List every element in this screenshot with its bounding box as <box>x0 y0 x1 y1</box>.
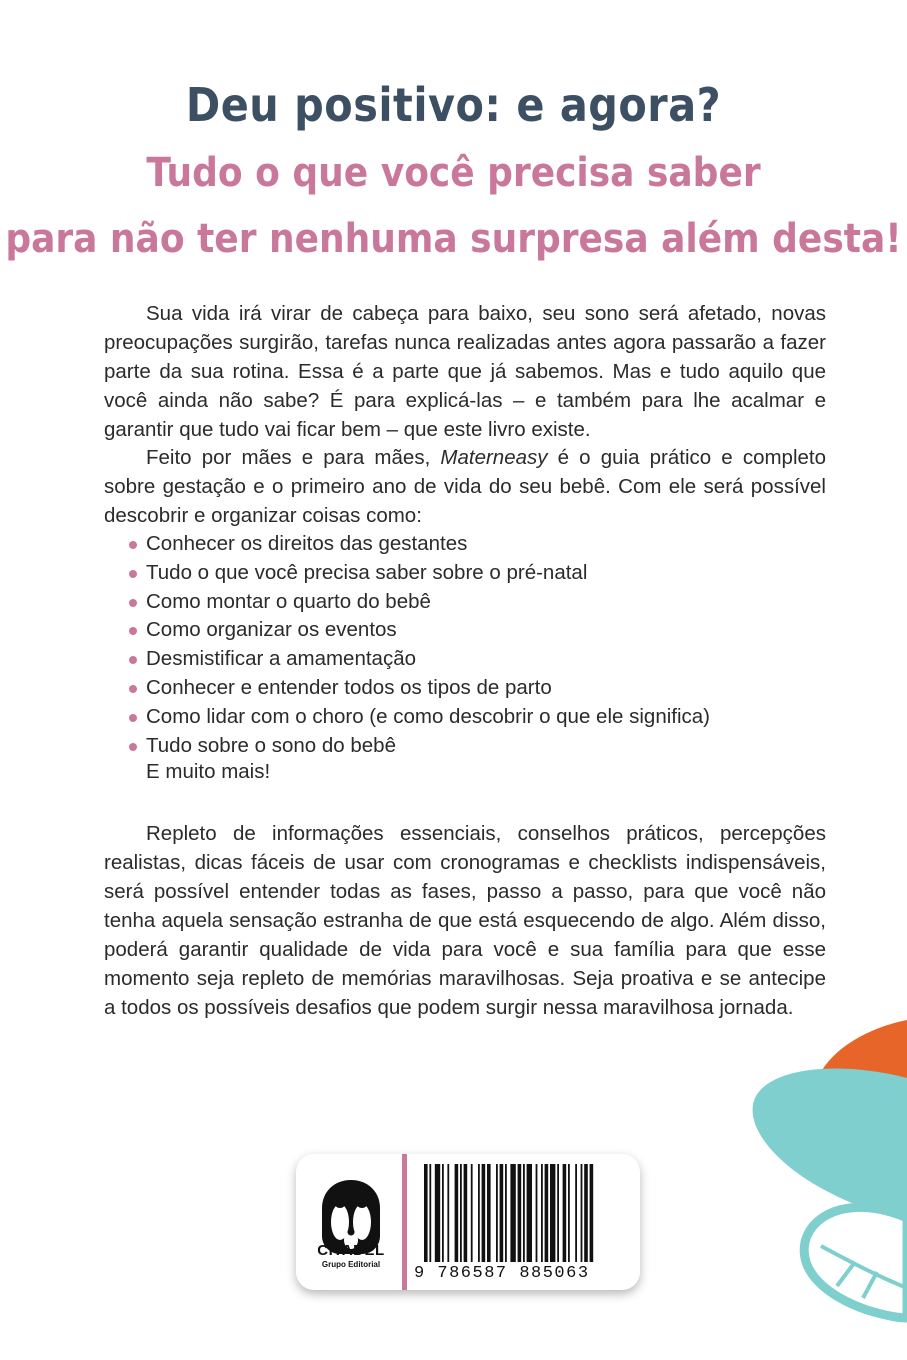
paragraph-text: Sua vida irá virar de cabeça para baixo, seu sono será afetado, novas preocupações surgirão, tarefas nunca realizadas antes agora passarão a fazer parte da sua rotina. Essa é a parte que já sabemos. Mas e tudo aquilo que você ainda não sabe? É para explicá-las – e também para lhe acalmar e garantir que tudo vai ficar bem – que este livro existe. <box>104 302 826 441</box>
list-item <box>104 703 826 732</box>
paragraph-lead: Feito por mães e para mães, <box>146 446 441 469</box>
list-item-text: Como lidar com o choro (e como descobrir o que ele significa) <box>146 704 711 728</box>
bullet-dot-icon <box>129 541 137 549</box>
list-item <box>104 674 826 703</box>
list-item <box>104 732 826 761</box>
list-item <box>104 530 826 559</box>
synopsis-paragraph-1 <box>104 299 826 444</box>
list-item <box>104 588 826 617</box>
synopsis-paragraph-2 <box>104 443 826 530</box>
list-item-text: Tudo o que você precisa saber sobre o pré-natal <box>146 560 588 584</box>
bullet-dot-icon <box>129 714 137 722</box>
paragraph-text: Repleto de informações essenciais, conselhos práticos, percepções realistas, dicas fáceis de usar com cronogramas e checklists indispensáveis, será possível entender todas as fases, passo a passo, para que você não tenha aquela sensação estranha de que está esquecendo de algo. Além disso, poderá garantir qualidade de vida para você e sua família para que esse momento seja repleto de memórias maravilhosas. Seja proativa e se antecipe a todos os possíveis desafios que podem surgir nessa maravilhosa jornada. <box>104 822 826 1019</box>
bullet-dot-icon <box>129 627 137 635</box>
list-item-text: Como montar o quarto do bebê <box>146 589 431 613</box>
list-item-text: Como organizar os eventos <box>146 618 397 642</box>
list-item <box>104 559 826 588</box>
barcode-card <box>296 1154 640 1290</box>
bullet-dot-icon <box>129 656 137 664</box>
bullet-dot-icon <box>129 685 137 693</box>
and-more-text: E muito mais! <box>146 760 271 783</box>
bullet-dot-icon <box>129 743 137 751</box>
teal-leaf-shape <box>753 1068 907 1218</box>
bullet-dot-icon <box>129 570 137 578</box>
barcode-icon <box>424 1164 628 1262</box>
paragraph-rest: é o guia prático e completo sobre gestação e o primeiro ano de vida do seu bebê. Com ele será possível descobrir e organizar coisas como: <box>104 446 826 527</box>
isbn-number: 9 786587 885063 <box>414 1264 590 1283</box>
list-item <box>104 645 826 674</box>
publisher-name: CITADEL <box>317 1242 385 1259</box>
list-item-text: Conhecer e entender todos os tipos de parto <box>146 675 552 699</box>
synopsis-paragraph-3 <box>104 819 826 1022</box>
publisher-tagline: Grupo Editorial <box>321 1260 381 1269</box>
subtitle-line-1: Tudo o que você precisa saber <box>146 150 761 196</box>
list-item <box>104 616 826 645</box>
list-item-text: Desmistificar a amamentação <box>146 647 417 671</box>
bullet-dot-icon <box>129 599 137 607</box>
book-title-emphasis: Materneasy <box>440 446 548 469</box>
subtitle-line-2: para não ter nenhuma surpresa além desta! <box>5 216 902 262</box>
list-item-text: Conhecer os direitos das gestantes <box>146 532 468 555</box>
paragraph-text <box>104 443 826 530</box>
topics-list <box>104 530 826 760</box>
list-item-text: Tudo sobre o sono do bebê <box>146 733 396 757</box>
leaf-decoration <box>717 1020 907 1360</box>
card-divider <box>402 1154 407 1290</box>
back-cover-title: Deu positivo: e agora? <box>185 78 722 132</box>
